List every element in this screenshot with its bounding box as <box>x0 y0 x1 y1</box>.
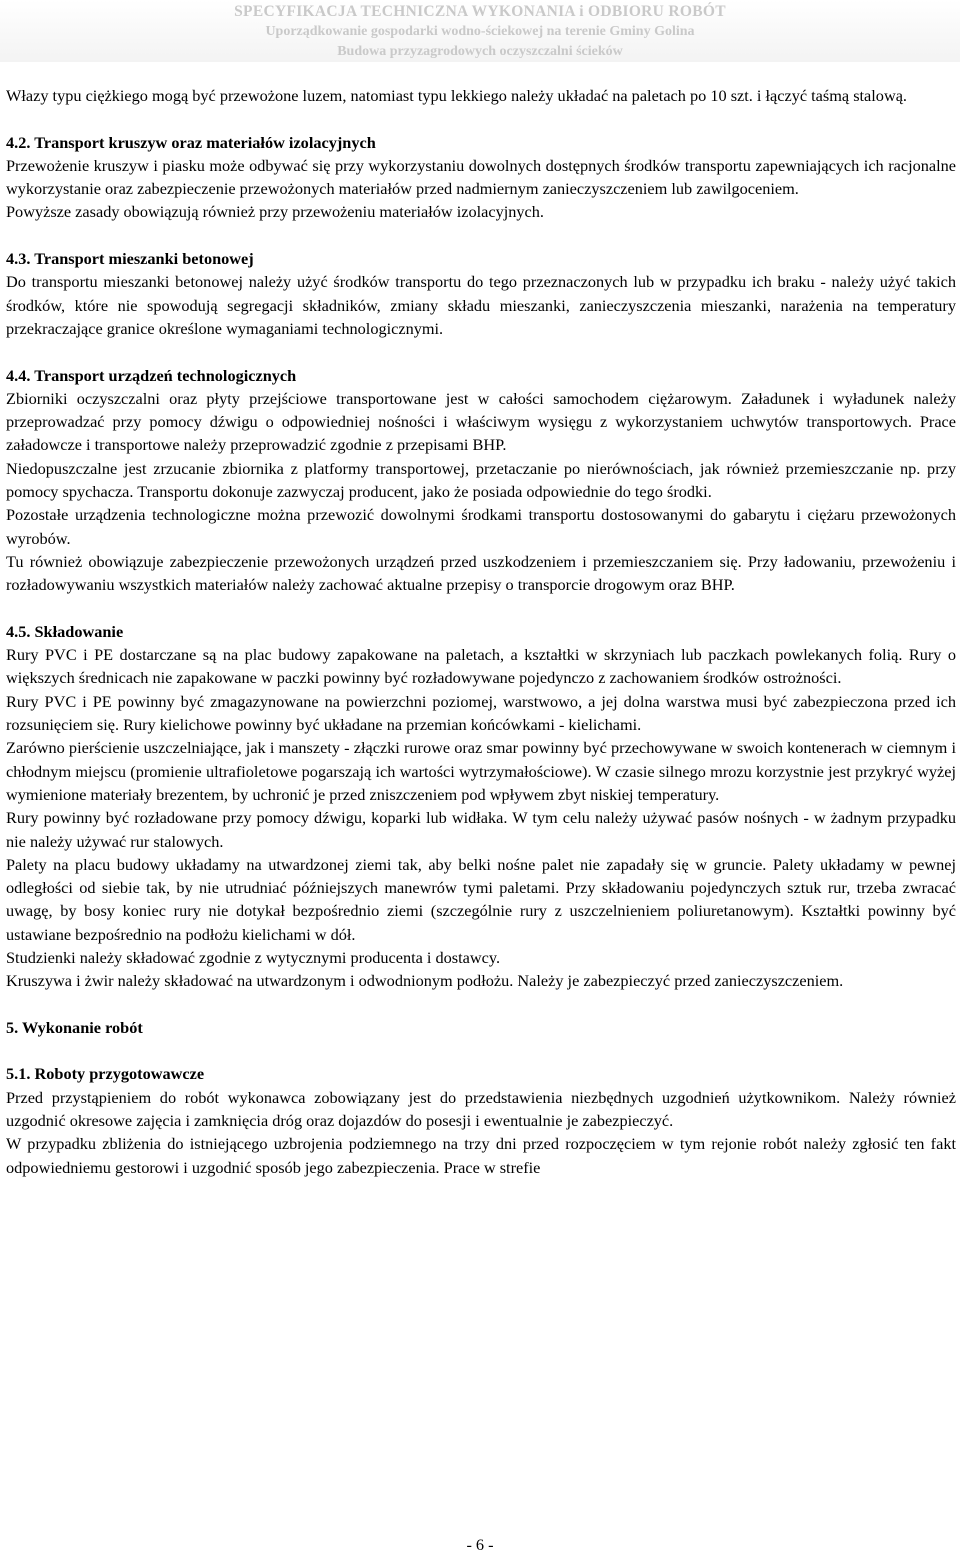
paragraph: Włazy typu ciężkiego mogą być przewożone luzem, natomiast typu lekkiego należy układać na paletach po 10 szt. i łączyć taśmą stalową. <box>6 86 908 105</box>
paragraph: Do transportu mieszanki betonowej należy użyć środków transportu do tego przeznaczonych lub w przypadku ich braku - należy użyć takich środków, które nie spowodują segregacji składników, zmiany składu mieszanki, zanieczyszczenia mieszanki, narażenia na temperatury przekraczające granice określone wymaganiami technologicznymi. <box>6 272 956 338</box>
header-project: Uporządkowanie gospodarki wodno-ściekowej na terenie Gminy Golina <box>265 24 695 39</box>
spacer <box>6 1039 956 1062</box>
header-title: SPECYFIKACJA TECHNICZNA WYKONANIA i ODBIORU ROBÓT <box>234 3 726 20</box>
paragraph: Studzienki należy składować zgodnie z wytycznymi producenta i dostawcy. <box>6 947 501 967</box>
spacer <box>6 340 956 363</box>
page-number: - 6 - <box>466 1535 494 1554</box>
paragraph: Rury powinny być rozładowane przy pomocy dźwigu, koparki lub widłaka. W tym celu należy używać pasów nośnych - w żadnym przypadku nie należy używać rur stalowych. <box>6 808 956 851</box>
paragraph: Niedopuszczalne jest zrzucanie zbiornika z platformy transportowej, przetaczanie po nierównościach, jak również przemieszczanie np. przy pomocy spychacza. Transportu dokonuje zazwyczaj producent, jako że posiada odpowiednie do tego środki. <box>6 458 956 502</box>
paragraph: Zarówno pierścienie uszczelniające, jak i manszety - złączki rurowe oraz smar powinny być przechowywane w swoich kontenerach w ciemnym i chłodnym miejscu (promienie ultrafioletowe pogarszają ich wartości wytrzymałościowe). W czasie silnego mrozu korzystnie jest przykryć wyżej wymienione materiały brezentem, by uchronić je przed zniszczeniem pod wpływem zbyt niskiej temperatury. <box>6 738 956 804</box>
section-heading: 4.3. Transport mieszanki betonowej <box>6 249 254 269</box>
section-heading: 4.5. Składowanie <box>6 621 124 641</box>
spacer <box>6 107 956 130</box>
spacer <box>6 224 956 247</box>
paragraph: Pozostałe urządzenia technologiczne można przewozić dowolnymi środkami transportu dostosowanymi do gabarytu i ciężaru przewożonych wyrobów. <box>6 505 956 548</box>
paragraph: Powyższe zasady obowiązują również przy przewożeniu materiałów izolacyjnych. <box>6 202 544 222</box>
paragraph: Kruszywa i żwir należy składować na utwardzonym i odwodnionym podłożu. Należy je zabezpieczyć przed zanieczyszczeniem. <box>6 971 844 991</box>
paragraph: Tu również obowiązuje zabezpieczenie przewożonych urządzeń przed uszkodzeniem i przemieszczaniem się. Przy ładowaniu, przewożeniu i rozładowywaniu wszystkich materiałów należy zachować aktualne przepisy o transporcie drogowym oraz BHP. <box>6 551 956 595</box>
document-body <box>6 84 956 1179</box>
paragraph: Rury PVC i PE powinny być zmagazynowane na powierzchni poziomej, warstwowo, a jej dolna warstwa musi być zabezpieczona przed ich rozsunięciem się. Rury kielichowe powinny być układane na przemian końcówkami - kielichami. <box>6 691 956 735</box>
header-subject: Budowa przyzagrodowych oczyszczalni ścieków <box>337 44 623 59</box>
document-header <box>0 0 960 64</box>
section-heading: 4.2. Transport kruszyw oraz materiałów izolacyjnych <box>6 132 376 152</box>
paragraph: W przypadku zbliżenia do istniejącego uzbrojenia podziemnego na trzy dni przed rozpoczęciem w tym rejonie robót należy zgłosić ten fakt odpowiedniemu gestorowi i uzgodnić sposób jego zabezpieczenia. Prace w strefie <box>6 1134 956 1177</box>
paragraph: Rury PVC i PE dostarczane są na plac budowy zapakowane na paletach, a kształtki w skrzyniach lub paczkach powlekanych folią. Rury o większych średnicach nie zapakowane w paczki powinny być rozładowywane pojedynczo z zachowaniem środków ostrożności. <box>6 645 956 688</box>
spacer <box>6 597 956 620</box>
spacer <box>6 993 956 1016</box>
paragraph: Przewożenie kruszyw i piasku może odbywać się przy wykorzystaniu dowolnych dostępnych środków transportu zapewniających ich racjonalne wykorzystanie oraz zabezpieczenie przewożonych materiałów przed nadmiernym zanieczyszczeniem lub zawilgoceniem. <box>6 155 956 199</box>
section-heading: 5.1. Roboty przygotowawcze <box>6 1064 205 1084</box>
paragraph: Przed przystąpieniem do robót wykonawca zobowiązany jest do przedstawienia niezbędnych uzgodnień użytkownikom. Należy również uzgodnić okresowe zajęcia i zamknięcia dróg oraz dojazdów do posesji i ewentualnie je zabezpieczyć. <box>6 1087 956 1131</box>
paragraph: Palety na placu budowy układamy na utwardzonej ziemi tak, aby belki nośne palet nie zapadały się w gruncie. Palety układamy w pewnej odległości od siebie tak, by nie utrudniać późniejszych manewrów tymi paletami. Przy składowaniu pojedynczych sztuk rur, trzeba zwracać uwagę, by bosy koniec rury nie dotykał bezpośrednio ziemi (szczególnie rury z uszczelnieniem poliuretanowym). Kształtki powinny być ustawiane bezpośrednio na podłożu kielichami w dół. <box>6 854 956 944</box>
paragraph: Zbiorniki oczyszczalni oraz płyty przejściowe transportowane jest w całości samochodem ciężarowym. Załadunek i wyładunek należy przeprowadzać przy pomocy dźwigu o odpowiedniej nośności i właściwym wysięgu z wykorzystaniem uchwytów transportowych. Prace załadowcze i transportowe należy przeprowadzić zgodnie z przepisami BHP. <box>6 388 956 455</box>
section-heading: 4.4. Transport urządzeń technologicznych <box>6 365 297 385</box>
chapter-heading: 5. Wykonanie robót <box>6 1017 143 1037</box>
